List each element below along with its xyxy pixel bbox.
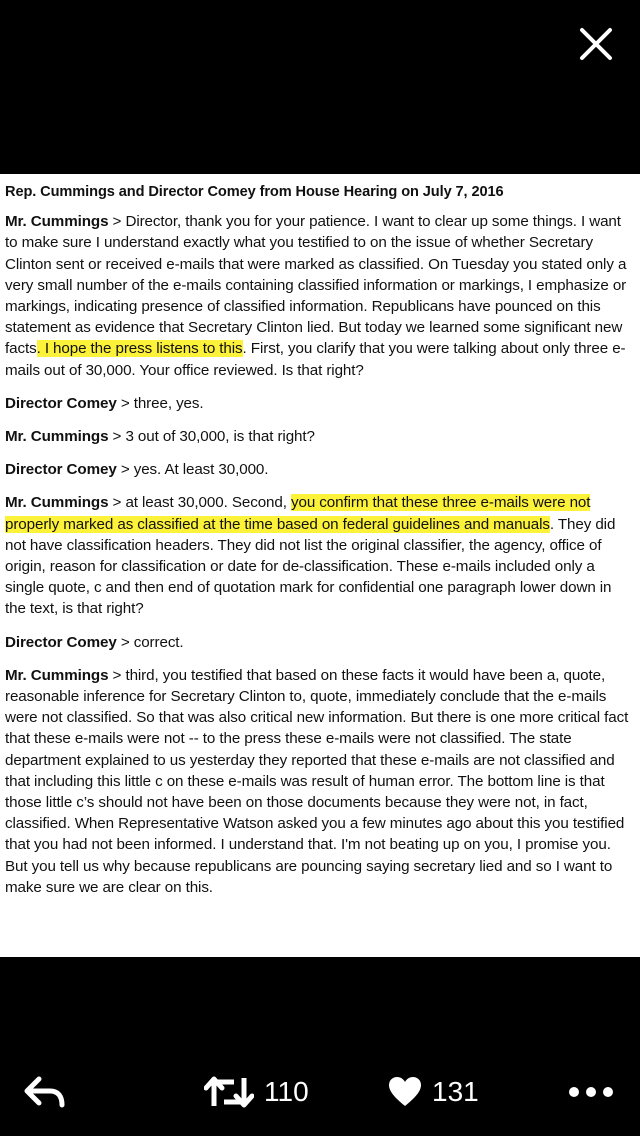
speaker-name: Director Comey [5,461,117,479]
more-button[interactable] [568,1060,614,1124]
transcript-paragraph [5,426,635,447]
retweet-icon [204,1074,254,1110]
highlighted-text: you confirm that these three e-mails were not properly marked as classified at the time based on federal guidelines and manuals [5,494,591,533]
reply-icon [24,1075,66,1109]
transcript-paragraph [5,492,635,619]
paragraph-text: . They did not have classification headers. They did not list the original classifier, the agency, office of origin, reason for classification or date for de-classification. These e-mails included only a single quote, c and then end of quotation mark for confidential one paragraph lower down in the text, is that right? [5,515,616,618]
paragraph-text: > 3 out of 30,000, is that right? [108,428,315,446]
close-button[interactable] [568,16,624,72]
close-icon [579,27,613,61]
retweet-count: 110 [264,1076,309,1107]
speaker-name: Director Comey [5,394,117,412]
speaker-name: Director Comey [5,633,117,651]
heart-icon [388,1076,422,1108]
speaker-name: Mr. Cummings [5,666,109,684]
like-count: 131 [432,1076,479,1107]
speaker-name: Mr. Cummings [5,428,109,446]
highlighted-text: . I hope the press listens to this [36,340,243,358]
paragraph-text: > three, yes. [116,394,204,412]
speaker-name: Mr. Cummings [5,494,109,512]
transcript-paragraph [5,393,635,414]
transcript-paragraph [5,665,635,898]
document-title: Rep. Cummings and Director Comey from House Hearing on July 7, 2016 [5,184,504,200]
paragraph-text: > yes. At least 30,000. [116,461,269,479]
speaker-name: Mr. Cummings [5,213,109,231]
transcript-paragraph [5,632,635,653]
tweet-action-bar [0,1060,640,1124]
document-image [0,174,640,957]
paragraph-text: > third, you testified that based on these facts it would have been a, quote, reasonable inference for Secretary Clinton to, quote, immediately conclude that the e-mails were not classified. So that was also critical new information. But there is one more critical fact that these e-mails were not -- to the press these e-mails were not classified. The state department explained to us yesterday they reported that these e-mails are not classified and that including this little c on these e-mails was result of human error. The bottom line is that those little c’s should not have been on those documents because they were not, in fact, classified. When Representative Watson asked you a few minutes ago about this you testified that you had not been informed. I understand that. I'm not beating up on you, I promise you. But you tell us why because republicans are pouncing saying secretary lied and so I want to make sure we are clear on this. [5,666,629,896]
paragraph-text: > at least 30,000. Second, [108,494,291,512]
retweet-button[interactable] [204,1060,309,1124]
transcript-paragraph [5,211,635,381]
reply-button[interactable] [24,1060,66,1124]
paragraph-text: . First, you clarify that you were talking about only three e-mails out of 30,000. Your office reviewed. Is that right? [5,340,626,379]
like-button[interactable] [388,1060,479,1124]
transcript-paragraph [5,459,635,480]
paragraph-text: > Director, thank you for your patience. I want to clear up some things. I want to make sure I understand exactly what you testified to on the issue of whether Secretary Clinton sent or received e-mails that were marked as classified. On Tuesday you stated only a very small number of the e-mails containing classified information or markings, I emphasize or markings, indicating presence of classified information. Republicans have pounced on this statement as evidence that Secretary Clinton lied. But today we learned some significant new facts [5,213,627,358]
paragraph-text: > correct. [116,633,184,651]
more-icon [568,1086,614,1098]
